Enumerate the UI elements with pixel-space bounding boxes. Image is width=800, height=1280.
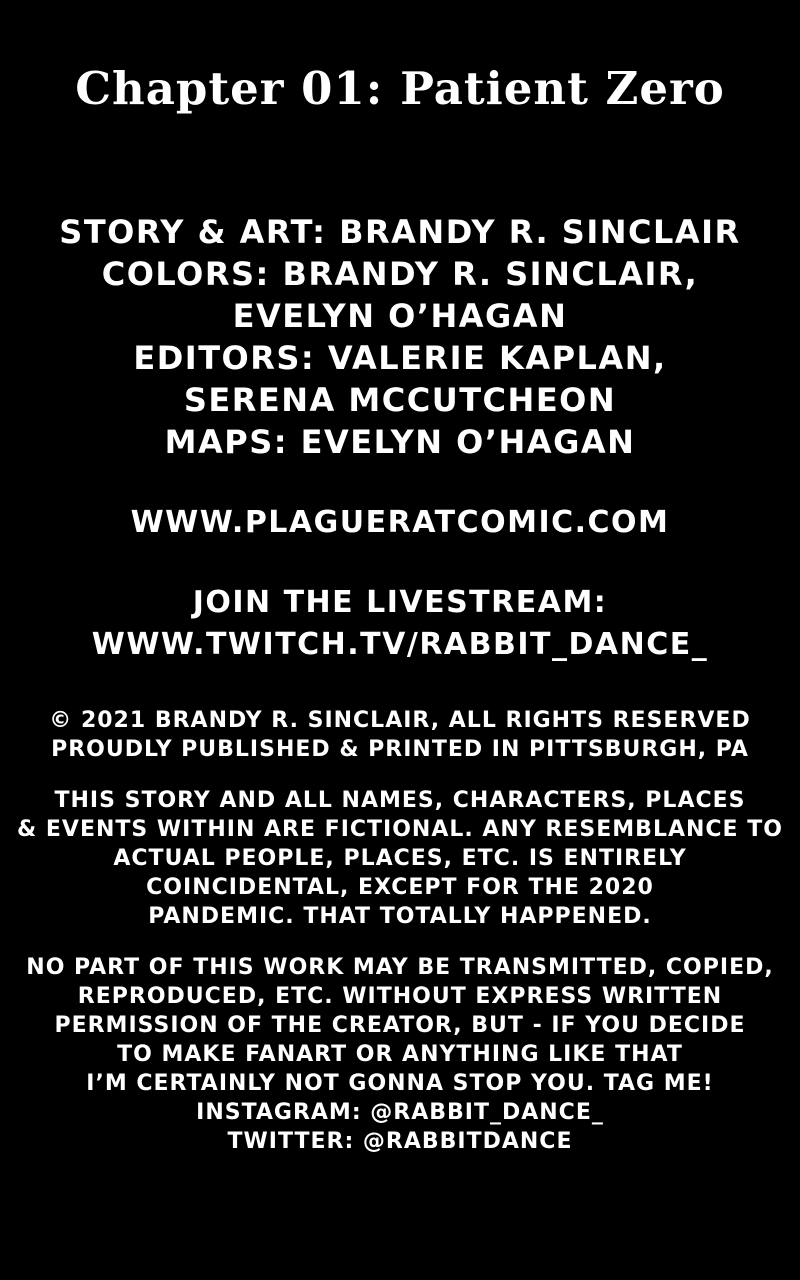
credits-block [0,211,800,463]
page-title: Chapter 01: Patient Zero [75,62,725,115]
usage-line: TO MAKE FANART OR ANYTHING LIKE THAT [117,1042,683,1067]
livestream-label: JOIN THE LIVESTREAM: [192,585,608,620]
divider-gap [0,931,800,953]
usage-line: I’M CERTAINLY NOT GONNA STOP YOU. TAG ME! [86,1071,714,1096]
website-url[interactable]: WWW.PLAGUERATCOMIC.COM [130,505,670,540]
usage-line: PERMISSION OF THE CREATOR, BUT - IF YOU DECIDE [54,1013,746,1038]
disclaimer-line: THIS STORY AND ALL NAMES, CHARACTERS, PLACES [54,788,746,813]
usage-line: NO PART OF THIS WORK MAY BE TRANSMITTED, COPIED, [26,955,774,980]
credits-line: MAPS: EVELYN O’HAGAN [164,423,636,461]
disclaimer-line: & EVENTS WITHIN ARE FICTIONAL. ANY RESEMBLANCE TO [17,817,783,842]
disclaimer-line: ACTUAL PEOPLE, PLACES, ETC. IS ENTIRELY [113,846,687,871]
credits-line: SERENA MCCUTCHEON [183,381,617,419]
disclaimer-line: PANDEMIC. THAT TOTALLY HAPPENED. [148,904,652,929]
usage-line: REPRODUCED, ETC. WITHOUT EXPRESS WRITTEN [77,984,723,1009]
copyright-line: PROUDLY PUBLISHED & PRINTED IN PITTSBURGH, PA [51,737,749,762]
copyright-line: © 2021 BRANDY R. SINCLAIR, ALL RIGHTS RESERVED [49,708,751,733]
credits-line: EVELYN O’HAGAN [232,297,568,335]
livestream-url[interactable]: WWW.TWITCH.TV/RABBIT_DANCE_ [91,627,709,662]
legal-block [0,706,800,1156]
credits-line: COLORS: BRANDY R. SINCLAIR, [101,255,699,293]
instagram-handle[interactable]: INSTAGRAM: @RABBIT_DANCE_ [196,1100,604,1125]
credits-line: EDITORS: VALERIE KAPLAN, [133,339,667,377]
disclaimer-line: COINCIDENTAL, EXCEPT FOR THE 2020 [146,875,654,900]
credits-line: STORY & ART: BRANDY R. SINCLAIR [59,213,741,251]
twitter-handle[interactable]: TWITTER: @RABBITDANCE [227,1129,573,1154]
livestream-block [0,582,800,666]
divider-gap [0,764,800,786]
